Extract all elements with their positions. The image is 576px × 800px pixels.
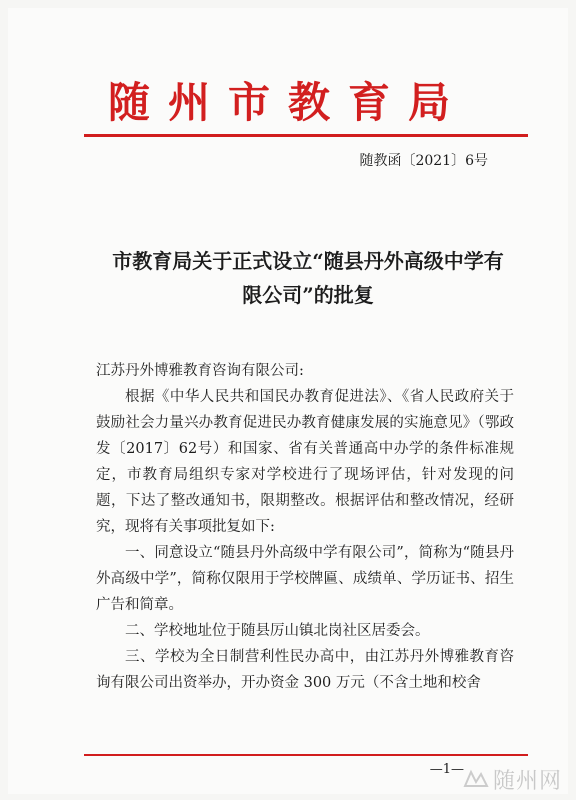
red-separator-bottom bbox=[84, 754, 528, 756]
paragraph-item-3: 三、学校为全日制营利性民办高中，由江苏丹外博雅教育咨询有限公司出资举办，开办资金 300 万元（不含土地和校舍 bbox=[96, 649, 514, 691]
document-page bbox=[8, 8, 568, 794]
document-title bbox=[98, 244, 518, 312]
site-watermark bbox=[463, 764, 562, 796]
page-number: —1— bbox=[429, 762, 464, 777]
title-line-2: 限公司”的批复 bbox=[242, 283, 374, 307]
document-number: 随教函〔2021〕6号 bbox=[359, 153, 488, 169]
watermark-logo-icon bbox=[463, 768, 489, 796]
watermark-text: 随州网 bbox=[492, 769, 562, 794]
salutation: 江苏丹外博雅教育咨询有限公司: bbox=[96, 363, 304, 379]
paragraph-item-2: 二、学校地址位于随县厉山镇北岗社区居委会。 bbox=[125, 623, 430, 639]
paragraph-item-1: 一、同意设立“随县丹外高级中学有限公司”，简称为“随县丹外高级中学”，简称仅限用于学校牌匾、成绩单、学历证书、招生广告和简章。 bbox=[96, 545, 514, 613]
red-separator-top bbox=[84, 134, 528, 137]
paragraph-basis: 根据《中华人民共和国民办教育促进法》、《省人民政府关于鼓励社会力量兴办教育促进民办教育健康发展的实施意见》（鄂政发〔2017〕62号）和国家、省有关普通高中办学的条件标准规定，市教育局组织专家对学校进行了现场评估，针对发现的问题，下达了整改通知书，限期整改。根据评估和整改情况，经研究，现将有关事项批复如下: bbox=[96, 389, 514, 535]
agency-header: 随州市教育局 bbox=[107, 78, 468, 127]
document-body bbox=[96, 358, 514, 696]
title-line-1: 市教育局关于正式设立“随县丹外高级中学有 bbox=[112, 249, 504, 273]
